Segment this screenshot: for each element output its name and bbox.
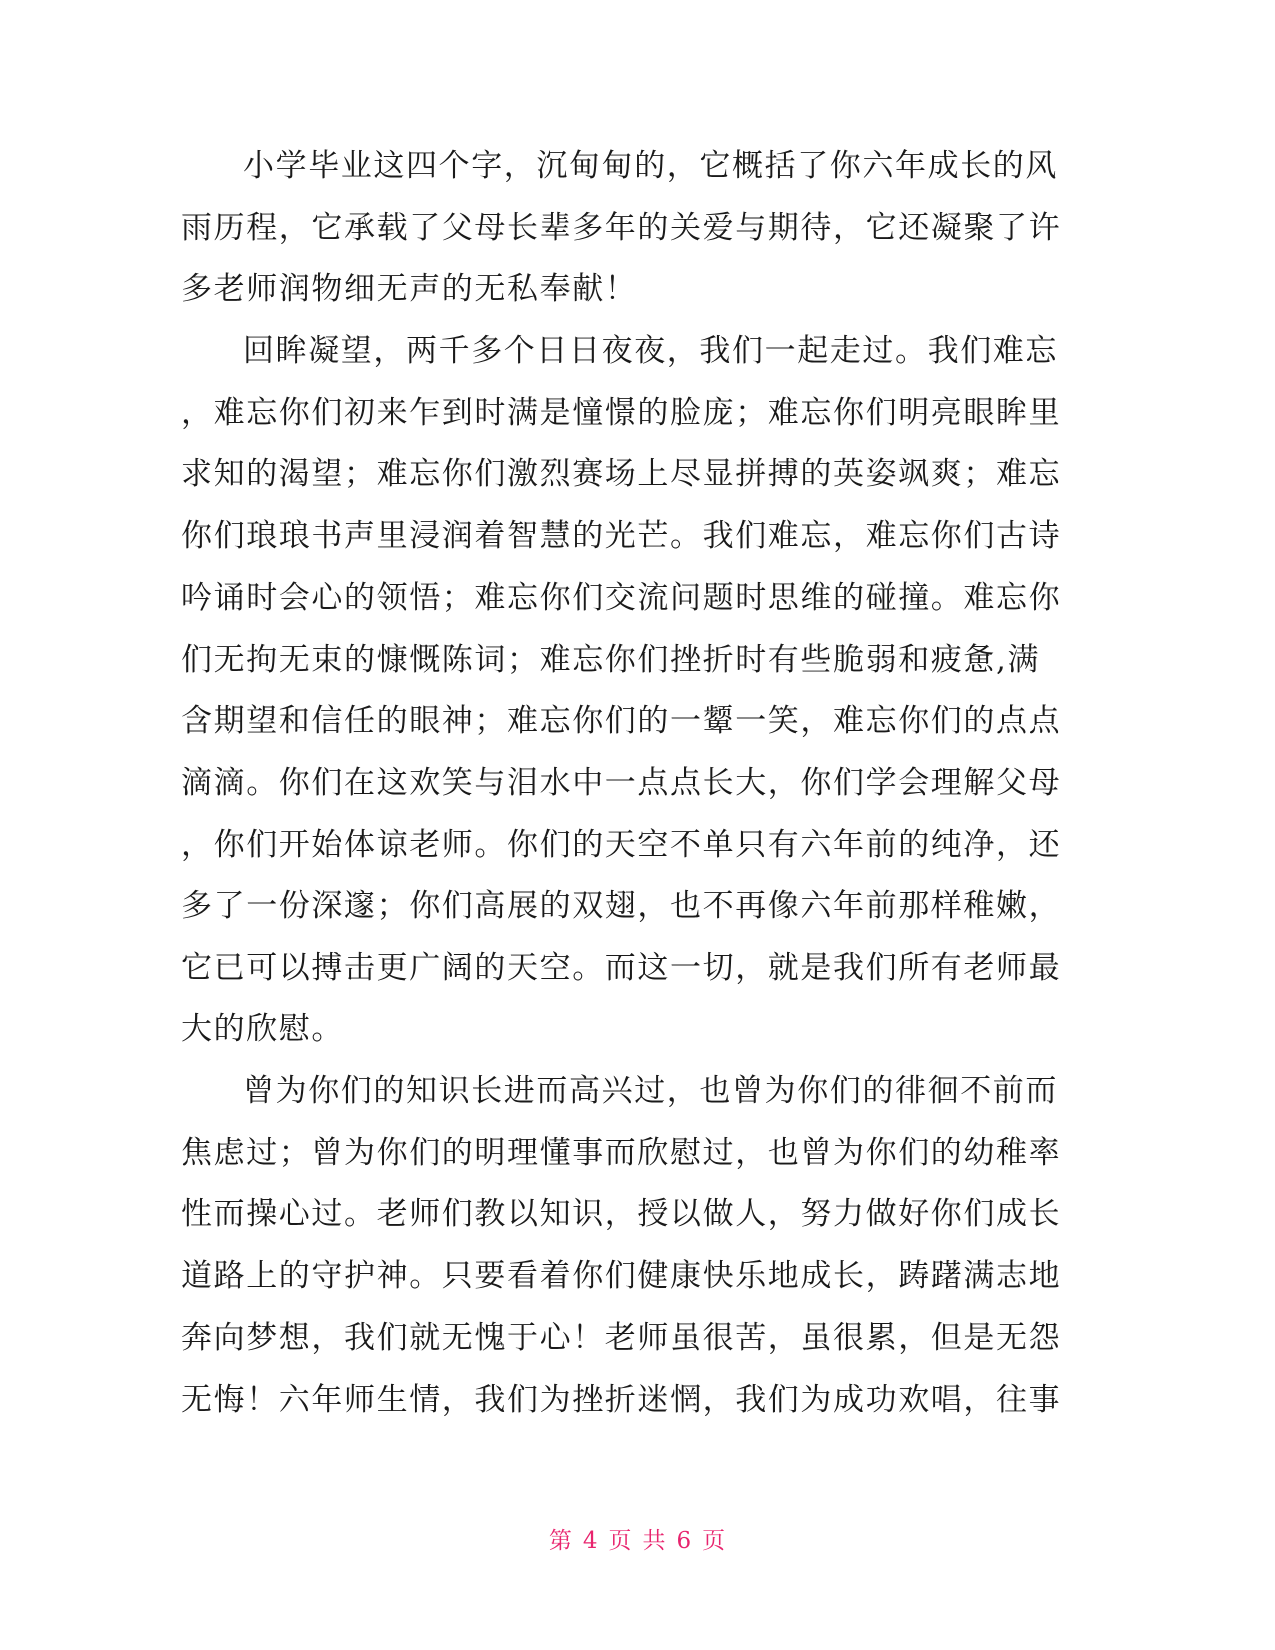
- text-line: 多老师润物细无声的无私奉献！: [181, 271, 638, 307]
- text-line: 求知的渴望；难忘你们激烈赛场上尽显拼搏的英姿飒爽；难忘: [181, 456, 1062, 492]
- footer-gong: 共: [642, 1528, 667, 1554]
- text-line: 曾为你们的知识长进而高兴过，也曾为你们的徘徊不前而: [243, 1073, 1058, 1109]
- footer-ye: 页: [608, 1528, 633, 1554]
- text-line: 多了一份深邃；你们高展的双翅，也不再像六年前那样稚嫩，: [181, 888, 1062, 924]
- text-line: 回眸凝望，两千多个日日夜夜，我们一起走过。我们难忘: [243, 333, 1058, 369]
- text-line: ，你们开始体谅老师。你们的天空不单只有六年前的纯净，还: [181, 827, 1062, 863]
- current-page-number: 4: [582, 1528, 599, 1554]
- total-pages-number: 6: [676, 1528, 693, 1554]
- text-line: 小学毕业这四个字，沉甸甸的，它概括了你六年成长的风: [243, 148, 1058, 184]
- text-line: 性而操心过。老师们教以知识，授以做人，努力做好你们成长: [181, 1196, 1062, 1232]
- text-line: 你们琅琅书声里浸润着智慧的光芒。我们难忘，难忘你们古诗: [181, 518, 1062, 554]
- text-line: 滴滴。你们在这欢笑与泪水中一点点长大，你们学会理解父母: [181, 765, 1062, 801]
- text-line: 大的欣慰。: [181, 1011, 344, 1047]
- text-line: 含期望和信任的眼神；难忘你们的一颦一笑，难忘你们的点点: [181, 703, 1062, 739]
- text-line: 吟诵时会心的领悟；难忘你们交流问题时思维的碰撞。难忘你: [181, 580, 1062, 616]
- text-line: 雨历程，它承载了父母长辈多年的关爱与期待，它还凝聚了许: [181, 210, 1062, 246]
- page-footer: [0, 1522, 1275, 1555]
- footer-di: 第: [548, 1528, 573, 1554]
- text-line: 们无拘无束的慷慨陈词；难忘你们挫折时有些脆弱和疲惫,满: [181, 642, 1041, 678]
- footer-ye2: 页: [702, 1528, 727, 1554]
- text-line: ，难忘你们初来乍到时满是憧憬的脸庞；难忘你们明亮眼眸里: [181, 395, 1062, 431]
- text-line: 道路上的守护神。只要看着你们健康快乐地成长，踌躇满志地: [181, 1258, 1062, 1294]
- text-line: 无悔！六年师生情，我们为挫折迷惘，我们为成功欢唱，往事: [181, 1382, 1062, 1418]
- text-line: 奔向梦想，我们就无愧于心！老师虽很苦，虽很累，但是无怨: [181, 1320, 1062, 1356]
- text-line: 焦虑过；曾为你们的明理懂事而欣慰过，也曾为你们的幼稚率: [181, 1135, 1062, 1171]
- text-line: 它已可以搏击更广阔的天空。而这一切，就是我们所有老师最: [181, 950, 1062, 986]
